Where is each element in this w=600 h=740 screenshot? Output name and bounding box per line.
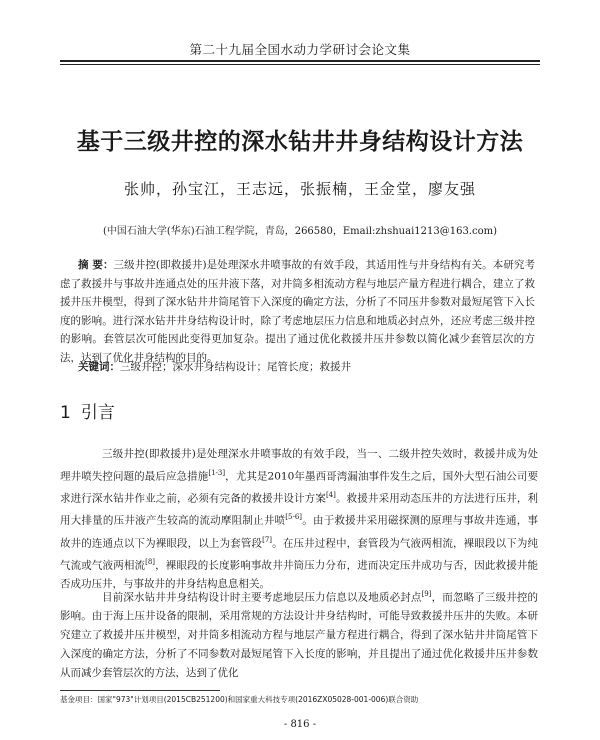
affiliation: (中国石油大学(华东)石油工程学院，青岛，266580，Email:zhshuai1213@163.com)	[103, 226, 497, 237]
running-header: 第二十九届全国水动力学研讨会论文集	[189, 42, 411, 57]
citation-marker: [5-6]	[285, 513, 303, 522]
header-rule-thin	[60, 64, 540, 65]
citation-marker: [9]	[421, 590, 432, 598]
body-paragraph-2: 目前深水钻井井身结构设计时主要考虑地层压力信息以及地质必封点[9]，而忽略了三级井控的影响。由于海上压井设备的限制，采用常规的方法设计井身结构时，可能导致救援井压井的失败。本研究建立了救援井压井模型，对井筒多相流动方程与地层产量方程进行耦合，得到了深水钻井井筒尾管下入深度的确定方法，分析了不同参数对最短尾管下入长度的影响，并且提出了通过优化救援井压井参数从而减少套管层次的方法，达到了优化	[60, 590, 539, 679]
abstract-text: 三级井控(即救援井)是处理深水井喷事故的有效手段，其适用性与井身结构有关。本研究考虑了救援井与事故井连通点处的压井液下落，对井筒多相流动方程与地层产量方程进行耦合，建立了救援井压井模型，得到了深水钻井井筒尾管下入深度的确定方法，分析了不同压井参数对最短尾管下入长度的影响。进行深水钻井井身结构设计时，除了考虑地层压力信息和地质必封点外，还应考虑三级井控的影响。套管层次可能因此变得更加复杂。提出了通过优化救援井压井参数以简化减少套管层次的方法，达到了优化井身结构的目的。	[60, 259, 536, 364]
citation-marker: [1-3]	[208, 468, 226, 477]
paper-title: 基于三级井控的深水钻井井身结构设计方法	[76, 129, 524, 155]
abstract-label: 摘 要：	[78, 259, 114, 271]
keywords	[60, 358, 535, 376]
keywords-text: 三级井控；深水井身结构设计；尾管长度；救援井	[120, 361, 351, 373]
author-list: 张帅，孙宝江，王志远，张振楠，王金堂，廖友强	[123, 180, 476, 198]
abstract	[60, 256, 535, 368]
body-paragraph-1: 三级井控(即救援井)是处理深水井喷事故的有效手段，当一、二级井控失效时，救援井成为处理井喷失控问题的最后应急措施[1-3]，尤其是2010年墨西哥湾漏油事件发生之后，国外大型石油公司要求进行深水钻井作业之前，必须有完备的救援井设计方案[4]。救援井采用动态压井的方法进行压井，利用大排量的压井液产生较高的流动摩阻制止井喷[5-6]。由于救援井采用磁探测的原理与事故井连通，事故井的连通点以下为裸眼段，以上为套管段[7]。在压井过程中，套管段为气液两相流，裸眼段以下为纯气流或气液两相流[8]，裸眼段的长度影响事故井井筒压力分布，进而决定压井成功与否，因此救援井能否成功压井，与事故井的井身结构息息相关。	[60, 448, 539, 591]
section-title: 引言	[80, 403, 115, 423]
page-number: - 816 -	[283, 719, 317, 730]
citation-marker: [8]	[145, 557, 156, 566]
section-number: 1	[60, 403, 71, 423]
citation-marker: [7]	[262, 535, 273, 544]
section-heading	[60, 398, 115, 423]
footnote: 基金项目：国家"973"计划项目(2015CB251200)和国家重大科技专项(2016ZX05028-001-006)联合资助	[60, 695, 419, 704]
keywords-label: 关键词：	[78, 361, 120, 373]
footnote-rule	[60, 690, 220, 691]
header-rule	[60, 60, 540, 62]
citation-marker: [4]	[325, 491, 336, 500]
